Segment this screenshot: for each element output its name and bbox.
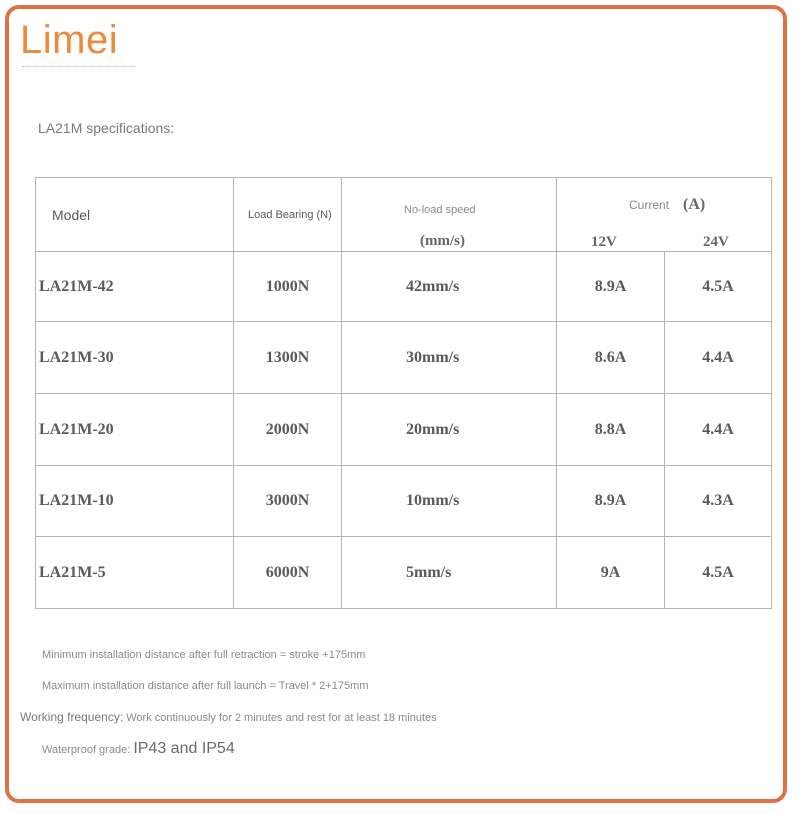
working-frequency-value: Work continuously for 2 minutes and rest for at least 18 minutes	[126, 712, 437, 724]
header-current-label	[629, 196, 705, 214]
waterproof-value: IP43 and IP54	[133, 740, 235, 757]
cell-speed: 20mm/s	[342, 394, 557, 466]
cell-load: 1300N	[234, 322, 342, 394]
cell-current-12v: 8.8A	[557, 394, 665, 466]
header-speed-unit: (mm/s)	[420, 233, 465, 249]
header-24v: 24V	[703, 234, 729, 250]
cell-current-12v: 8.9A	[557, 252, 665, 322]
header-current-text: Current	[629, 198, 670, 212]
header-12v: 12V	[591, 234, 617, 250]
header-current-unit: (A)	[683, 196, 706, 213]
cell-current-24v: 4.4A	[665, 322, 772, 394]
cell-current-24v: 4.3A	[665, 466, 772, 537]
cell-model: LA21M-20	[36, 394, 234, 466]
cell-current-12v: 8.9A	[557, 466, 665, 537]
cell-current-24v: 4.5A	[665, 537, 772, 609]
header-speed	[342, 178, 557, 252]
cell-current-12v: 8.6A	[557, 322, 665, 394]
note-working-frequency	[20, 710, 437, 724]
header-load-bearing: Load Bearing (N)	[234, 178, 342, 252]
spec-title: LA21M specifications:	[38, 120, 175, 136]
cell-speed: 5mm/s	[342, 537, 557, 609]
cell-load: 3000N	[234, 466, 342, 537]
cell-current-12v: 9A	[557, 537, 665, 609]
cell-load: 6000N	[234, 537, 342, 609]
brand-logo-text: Limei	[20, 18, 119, 62]
cell-speed: 10mm/s	[342, 466, 557, 537]
note-min-install: Minimum installation distance after full retraction = stroke +175mm	[42, 649, 366, 661]
table-row	[36, 394, 772, 466]
cell-speed: 30mm/s	[342, 322, 557, 394]
cell-model: LA21M-10	[36, 466, 234, 537]
waterproof-label: Waterproof grade:	[42, 744, 131, 756]
note-max-install: Maximum installation distance after full launch = Travel * 2+175mm	[42, 680, 369, 692]
header-speed-label: No-load speed	[404, 204, 476, 216]
brand-underline	[22, 66, 136, 67]
cell-load: 1000N	[234, 252, 342, 322]
table-row	[36, 252, 772, 322]
cell-speed: 42mm/s	[342, 252, 557, 322]
table-row	[36, 322, 772, 394]
cell-current-24v: 4.4A	[665, 394, 772, 466]
cell-model: LA21M-5	[36, 537, 234, 609]
spec-table	[35, 177, 772, 609]
table-row	[36, 537, 772, 609]
cell-model: LA21M-42	[36, 252, 234, 322]
cell-load: 2000N	[234, 394, 342, 466]
table-row	[36, 466, 772, 537]
cell-model: LA21M-30	[36, 322, 234, 394]
header-current	[557, 178, 772, 252]
note-waterproof	[42, 740, 235, 758]
working-frequency-label: Working frequency:	[20, 710, 124, 724]
header-model: Model	[36, 178, 234, 252]
table-header-row	[36, 178, 772, 252]
cell-current-24v: 4.5A	[665, 252, 772, 322]
